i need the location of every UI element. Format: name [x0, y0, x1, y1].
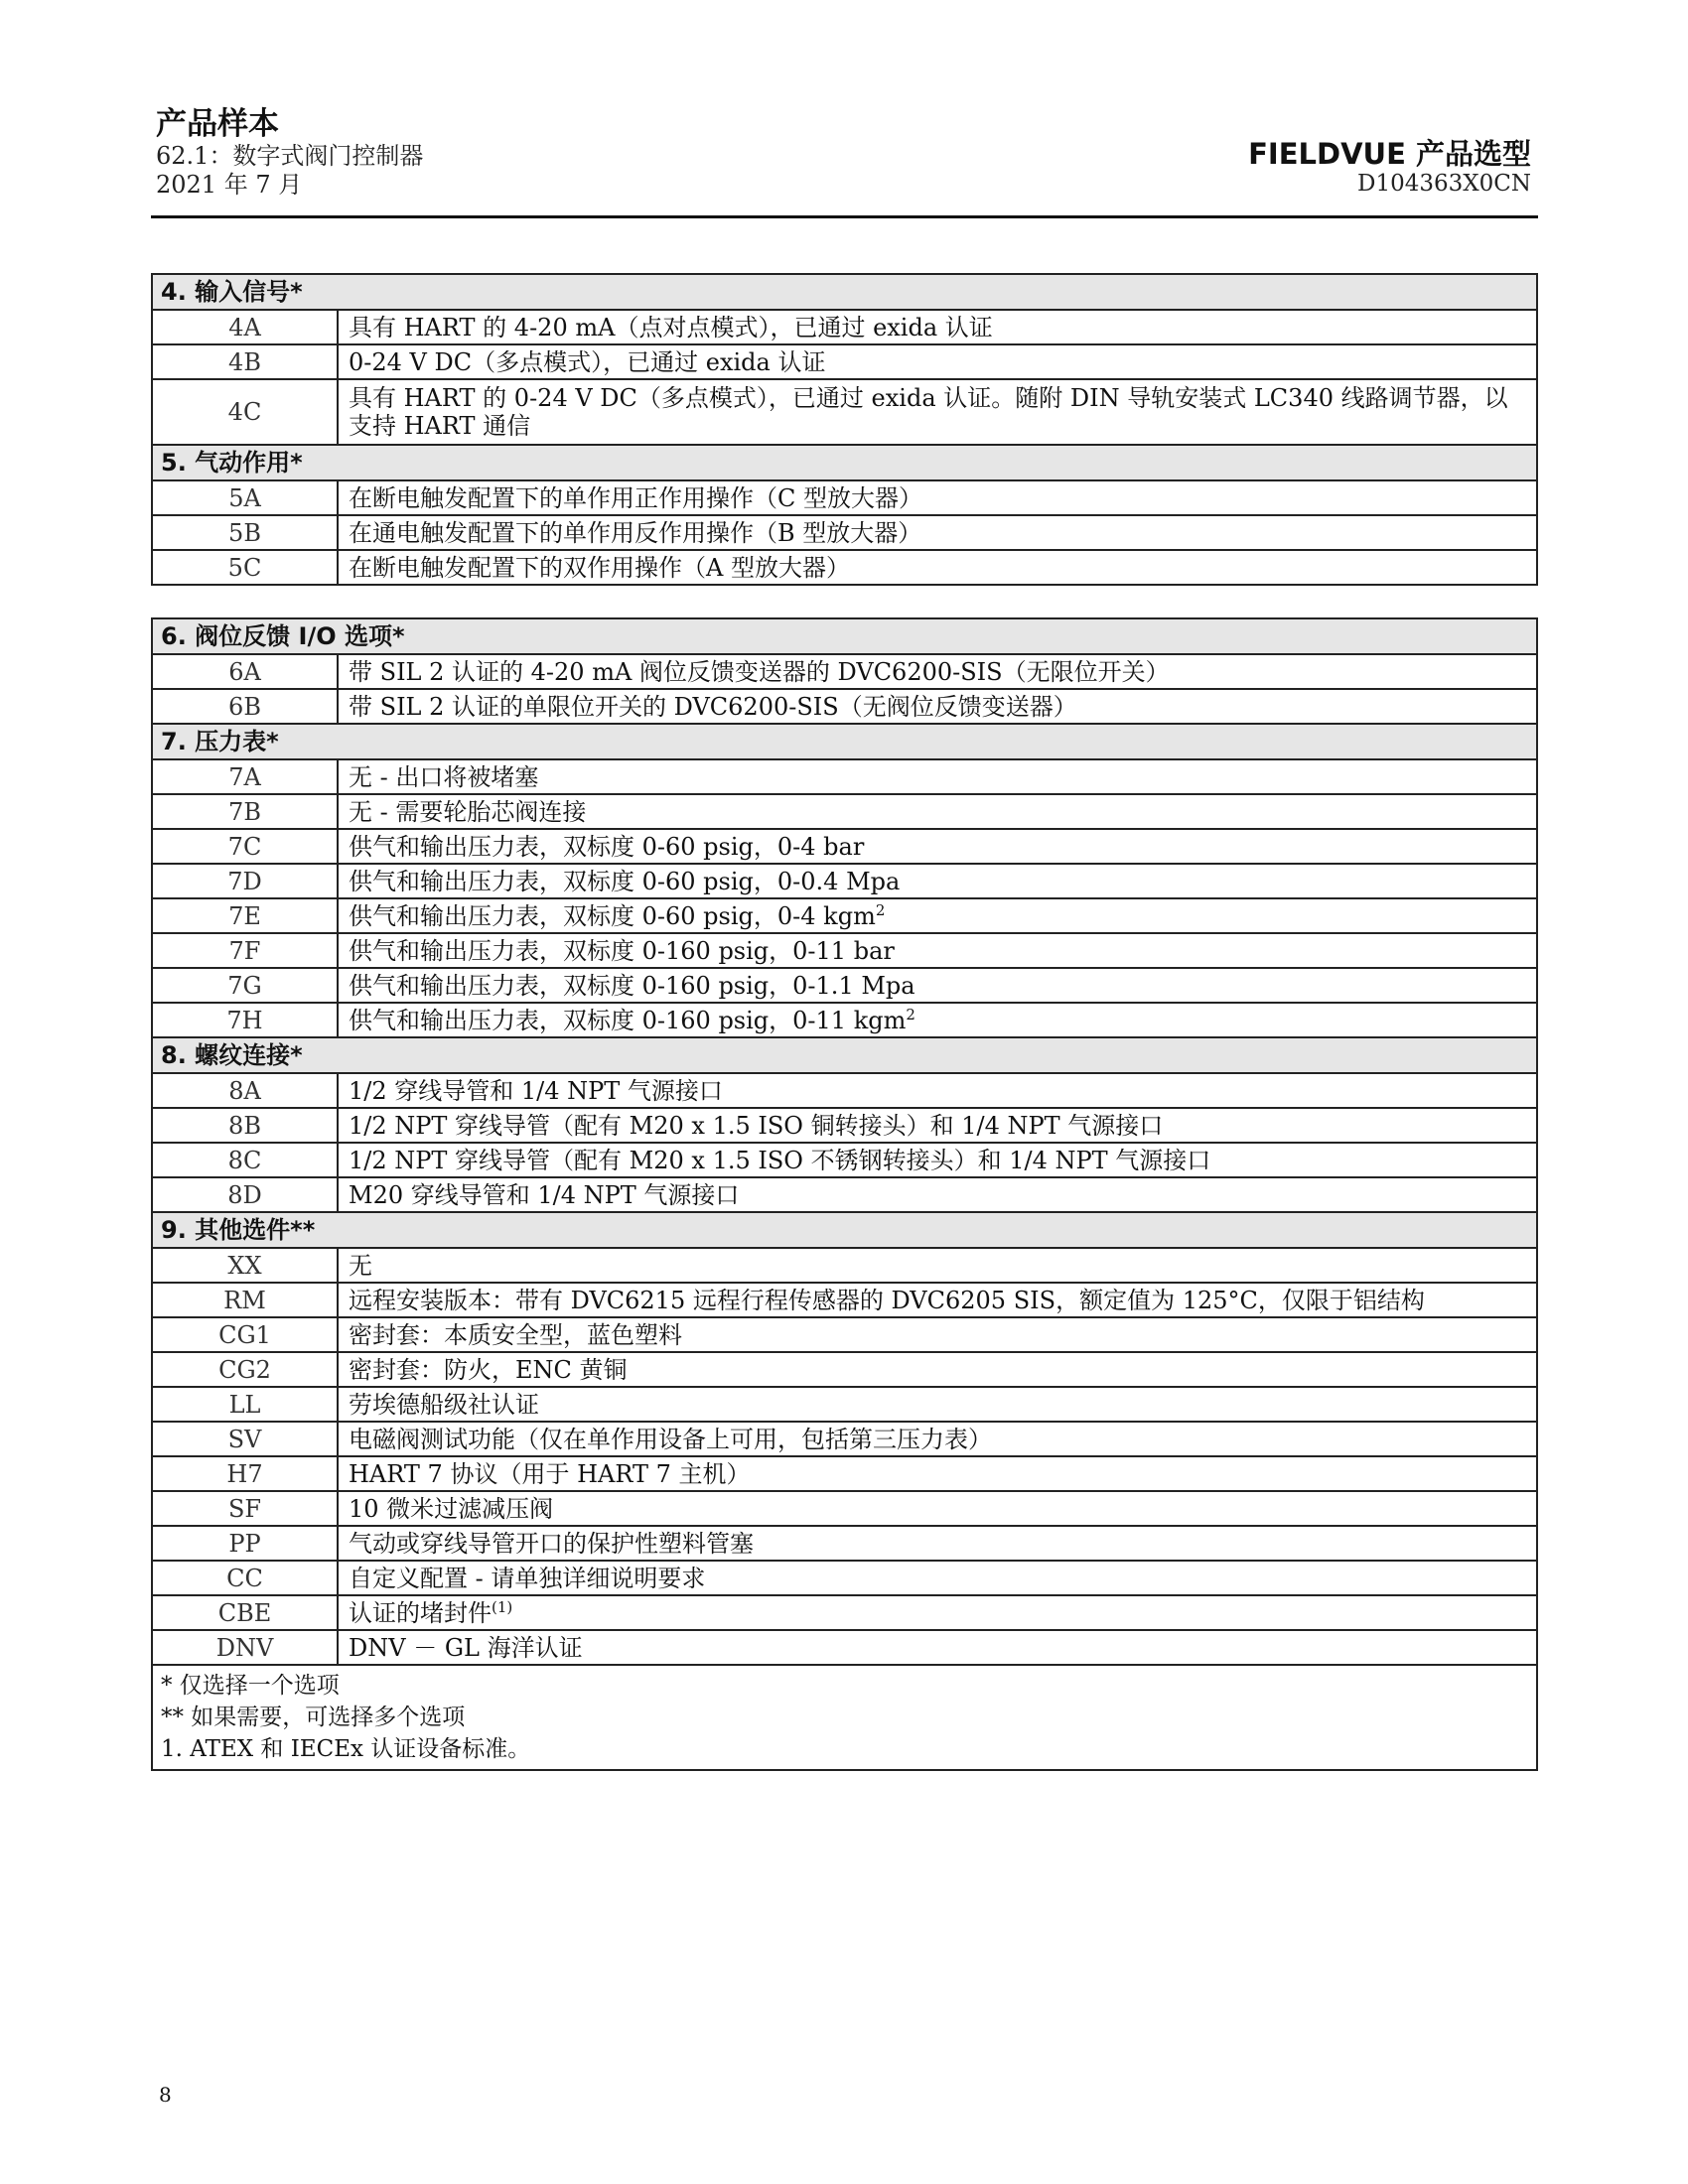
doc-line: 62.1：数字式阀门控制器: [156, 142, 424, 170]
option-description: [338, 1630, 1537, 1665]
option-code: DNV: [152, 1630, 338, 1665]
table-row: [152, 968, 1537, 1003]
option-description: [338, 1143, 1537, 1177]
product-title: FIELDVUE 产品选型: [1248, 137, 1531, 171]
option-description: [338, 1248, 1537, 1283]
option-code: 8C: [152, 1143, 338, 1177]
description-text: 带 SIL 2 认证的单限位开关的 DVC6200-SIS（无阀位反馈变送器）: [349, 692, 1077, 721]
description-text: 带 SIL 2 认证的 4-20 mA 阀位反馈变送器的 DVC6200-SIS（无限位开关）: [349, 657, 1170, 686]
table-row: [152, 1143, 1537, 1177]
description-text: 供气和输出压力表，双标度 0-160 psig，0-1.1 Mpa: [349, 971, 915, 1000]
option-code: 7C: [152, 829, 338, 864]
option-description: [338, 1177, 1537, 1212]
header-right: [1248, 137, 1531, 197]
option-description: [338, 1561, 1537, 1595]
table-row: [152, 1352, 1537, 1387]
section-header: [152, 724, 1537, 759]
section-title: 9. 其他选件**: [152, 1212, 1537, 1248]
header-left: [156, 106, 423, 200]
footnote: 1. ATEX 和 IECEx 认证设备标准。: [161, 1736, 531, 1762]
option-code: 4A: [152, 310, 338, 344]
option-description: [338, 1595, 1537, 1630]
option-description: [338, 1422, 1537, 1456]
option-code: 6B: [152, 689, 338, 724]
section-title: 5. 气动作用*: [152, 445, 1537, 480]
page-number: 8: [159, 2083, 172, 2107]
description-text: 1/2 NPT 穿线导管（配有 M20 x 1.5 ISO 不锈钢转接头）和 1/4 NPT 气源接口: [349, 1146, 1211, 1174]
superscript: 2: [875, 900, 886, 919]
table-row: [152, 1317, 1537, 1352]
superscript: (1): [492, 1597, 513, 1616]
description-text: 气动或穿线导管开口的保护性塑料管塞: [349, 1529, 754, 1558]
option-description: [338, 515, 1537, 550]
notes-row: [152, 1665, 1537, 1770]
table-row: [152, 550, 1537, 585]
options-table-2: [151, 617, 1538, 1771]
description-text: 供气和输出压力表，双标度 0-160 psig，0-11 kgm: [349, 1006, 907, 1034]
description-text: 具有 HART 的 4-20 mA（点对点模式），已通过 exida 认证: [349, 313, 993, 341]
option-description: [338, 1352, 1537, 1387]
option-code: CBE: [152, 1595, 338, 1630]
description-text: 无 - 需要轮胎芯阀连接: [349, 797, 587, 826]
option-description: [338, 933, 1537, 968]
table-row: [152, 689, 1537, 724]
description-text: 供气和输出压力表，双标度 0-60 psig，0-4 kgm: [349, 901, 876, 930]
table-row: [152, 1526, 1537, 1561]
option-description: [338, 1073, 1537, 1108]
table-row: [152, 933, 1537, 968]
description-text: 无: [349, 1251, 372, 1280]
table-row: [152, 344, 1537, 379]
option-description: [338, 1003, 1537, 1037]
option-code: H7: [152, 1456, 338, 1491]
footnote: ** 如果需要，可选择多个选项: [161, 1705, 466, 1730]
option-description: [338, 344, 1537, 379]
option-description: [338, 654, 1537, 689]
description-text: 具有 HART 的 0-24 V DC（多点模式），已通过 exida 认证。随附 DIN 导轨安装式 LC340 线路调节器，以支持 HART 通信: [349, 384, 1508, 440]
option-code: 5A: [152, 480, 338, 515]
table-row: [152, 1387, 1537, 1422]
option-code: PP: [152, 1526, 338, 1561]
table-row: [152, 864, 1537, 898]
option-code: 5B: [152, 515, 338, 550]
table-row: [152, 515, 1537, 550]
option-description: [338, 550, 1537, 585]
options-table-1: [151, 273, 1538, 586]
description-text: 供气和输出压力表，双标度 0-160 psig，0-11 bar: [349, 936, 895, 965]
option-description: [338, 1283, 1537, 1317]
option-code: 5C: [152, 550, 338, 585]
footnote: * 仅选择一个选项: [161, 1673, 340, 1699]
section-header: [152, 445, 1537, 480]
option-description: [338, 759, 1537, 794]
table-row: [152, 1073, 1537, 1108]
option-code: RM: [152, 1283, 338, 1317]
table-row: [152, 759, 1537, 794]
section-header: [152, 618, 1537, 654]
description-text: 密封套：本质安全型，蓝色塑料: [349, 1320, 682, 1349]
option-description: [338, 1526, 1537, 1561]
description-text: 自定义配置 - 请单独详细说明要求: [349, 1564, 706, 1592]
table-row: [152, 898, 1537, 933]
option-code: 7G: [152, 968, 338, 1003]
table-row: [152, 829, 1537, 864]
option-code: SF: [152, 1491, 338, 1526]
table-row: [152, 379, 1537, 445]
option-description: [338, 1387, 1537, 1422]
option-code: 7H: [152, 1003, 338, 1037]
option-code: 8D: [152, 1177, 338, 1212]
option-code: 7A: [152, 759, 338, 794]
table-row: [152, 1456, 1537, 1491]
option-description: [338, 829, 1537, 864]
table-row: [152, 480, 1537, 515]
option-code: XX: [152, 1248, 338, 1283]
section-header: [152, 1212, 1537, 1248]
table-row: [152, 1595, 1537, 1630]
option-description: [338, 794, 1537, 829]
table-row: [152, 1422, 1537, 1456]
description-text: 供气和输出压力表，双标度 0-60 psig，0-4 bar: [349, 832, 865, 861]
option-code: 7F: [152, 933, 338, 968]
description-text: 密封套：防火，ENC 黄铜: [349, 1355, 628, 1384]
table-row: [152, 310, 1537, 344]
doc-title: 产品样本: [156, 106, 279, 142]
footnotes: [152, 1665, 1537, 1770]
option-code: CG2: [152, 1352, 338, 1387]
option-code: 7B: [152, 794, 338, 829]
table-row: [152, 1630, 1537, 1665]
doc-code: D104363X0CN: [1357, 171, 1531, 197]
description-text: M20 穿线导管和 1/4 NPT 气源接口: [349, 1180, 740, 1209]
option-code: SV: [152, 1422, 338, 1456]
description-text: HART 7 协议（用于 HART 7 主机）: [349, 1459, 751, 1488]
table-row: [152, 1003, 1537, 1037]
option-code: LL: [152, 1387, 338, 1422]
section-title: 8. 螺纹连接*: [152, 1037, 1537, 1073]
superscript: 2: [906, 1005, 915, 1024]
table-row: [152, 654, 1537, 689]
description-text: 认证的堵封件: [349, 1598, 492, 1627]
description-text: 在通电触发配置下的单作用反作用操作（B 型放大器）: [349, 518, 922, 547]
option-description: [338, 898, 1537, 933]
description-text: 0-24 V DC（多点模式），已通过 exida 认证: [349, 347, 826, 376]
header-rule: [151, 215, 1538, 218]
description-text: 在断电触发配置下的双作用操作（A 型放大器）: [349, 553, 850, 582]
option-description: [338, 310, 1537, 344]
option-code: 4C: [152, 379, 338, 445]
section-title: 4. 输入信号*: [152, 274, 1537, 310]
option-description: [338, 968, 1537, 1003]
section-title: 6. 阀位反馈 I/O 选项*: [152, 618, 1537, 654]
option-description: [338, 379, 1537, 445]
table-row: [152, 1561, 1537, 1595]
description-text: 10 微米过滤减压阀: [349, 1494, 554, 1523]
description-text: DNV － GL 海洋认证: [349, 1633, 583, 1662]
option-description: [338, 864, 1537, 898]
table-row: [152, 1177, 1537, 1212]
section-title: 7. 压力表*: [152, 724, 1537, 759]
option-description: [338, 689, 1537, 724]
table-row: [152, 1491, 1537, 1526]
description-text: 1/2 穿线导管和 1/4 NPT 气源接口: [349, 1076, 723, 1105]
option-description: [338, 480, 1537, 515]
description-text: 劳埃德船级社认证: [349, 1390, 539, 1419]
option-code: 6A: [152, 654, 338, 689]
description-text: 1/2 NPT 穿线导管（配有 M20 x 1.5 ISO 铜转接头）和 1/4 NPT 气源接口: [349, 1111, 1164, 1140]
table-row: [152, 794, 1537, 829]
option-description: [338, 1456, 1537, 1491]
option-code: CG1: [152, 1317, 338, 1352]
section-header: [152, 1037, 1537, 1073]
table-row: [152, 1283, 1537, 1317]
section-header: [152, 274, 1537, 310]
option-code: 4B: [152, 344, 338, 379]
description-text: 供气和输出压力表，双标度 0-60 psig，0-0.4 Mpa: [349, 867, 901, 895]
option-description: [338, 1317, 1537, 1352]
table-row: [152, 1108, 1537, 1143]
option-code: 7D: [152, 864, 338, 898]
doc-date: 2021 年 7 月: [156, 171, 303, 199]
description-text: 远程安装版本：带有 DVC6215 远程行程传感器的 DVC6205 SIS，额定值为 125°C，仅限于铝结构: [349, 1286, 1425, 1314]
description-text: 电磁阀测试功能（仅在单作用设备上可用，包括第三压力表）: [349, 1425, 992, 1453]
table-row: [152, 1248, 1537, 1283]
option-description: [338, 1108, 1537, 1143]
description-text: 无 - 出口将被堵塞: [349, 762, 539, 791]
option-code: 7E: [152, 898, 338, 933]
option-code: 8B: [152, 1108, 338, 1143]
option-code: CC: [152, 1561, 338, 1595]
option-code: 8A: [152, 1073, 338, 1108]
option-description: [338, 1491, 1537, 1526]
description-text: 在断电触发配置下的单作用正作用操作（C 型放大器）: [349, 483, 922, 512]
